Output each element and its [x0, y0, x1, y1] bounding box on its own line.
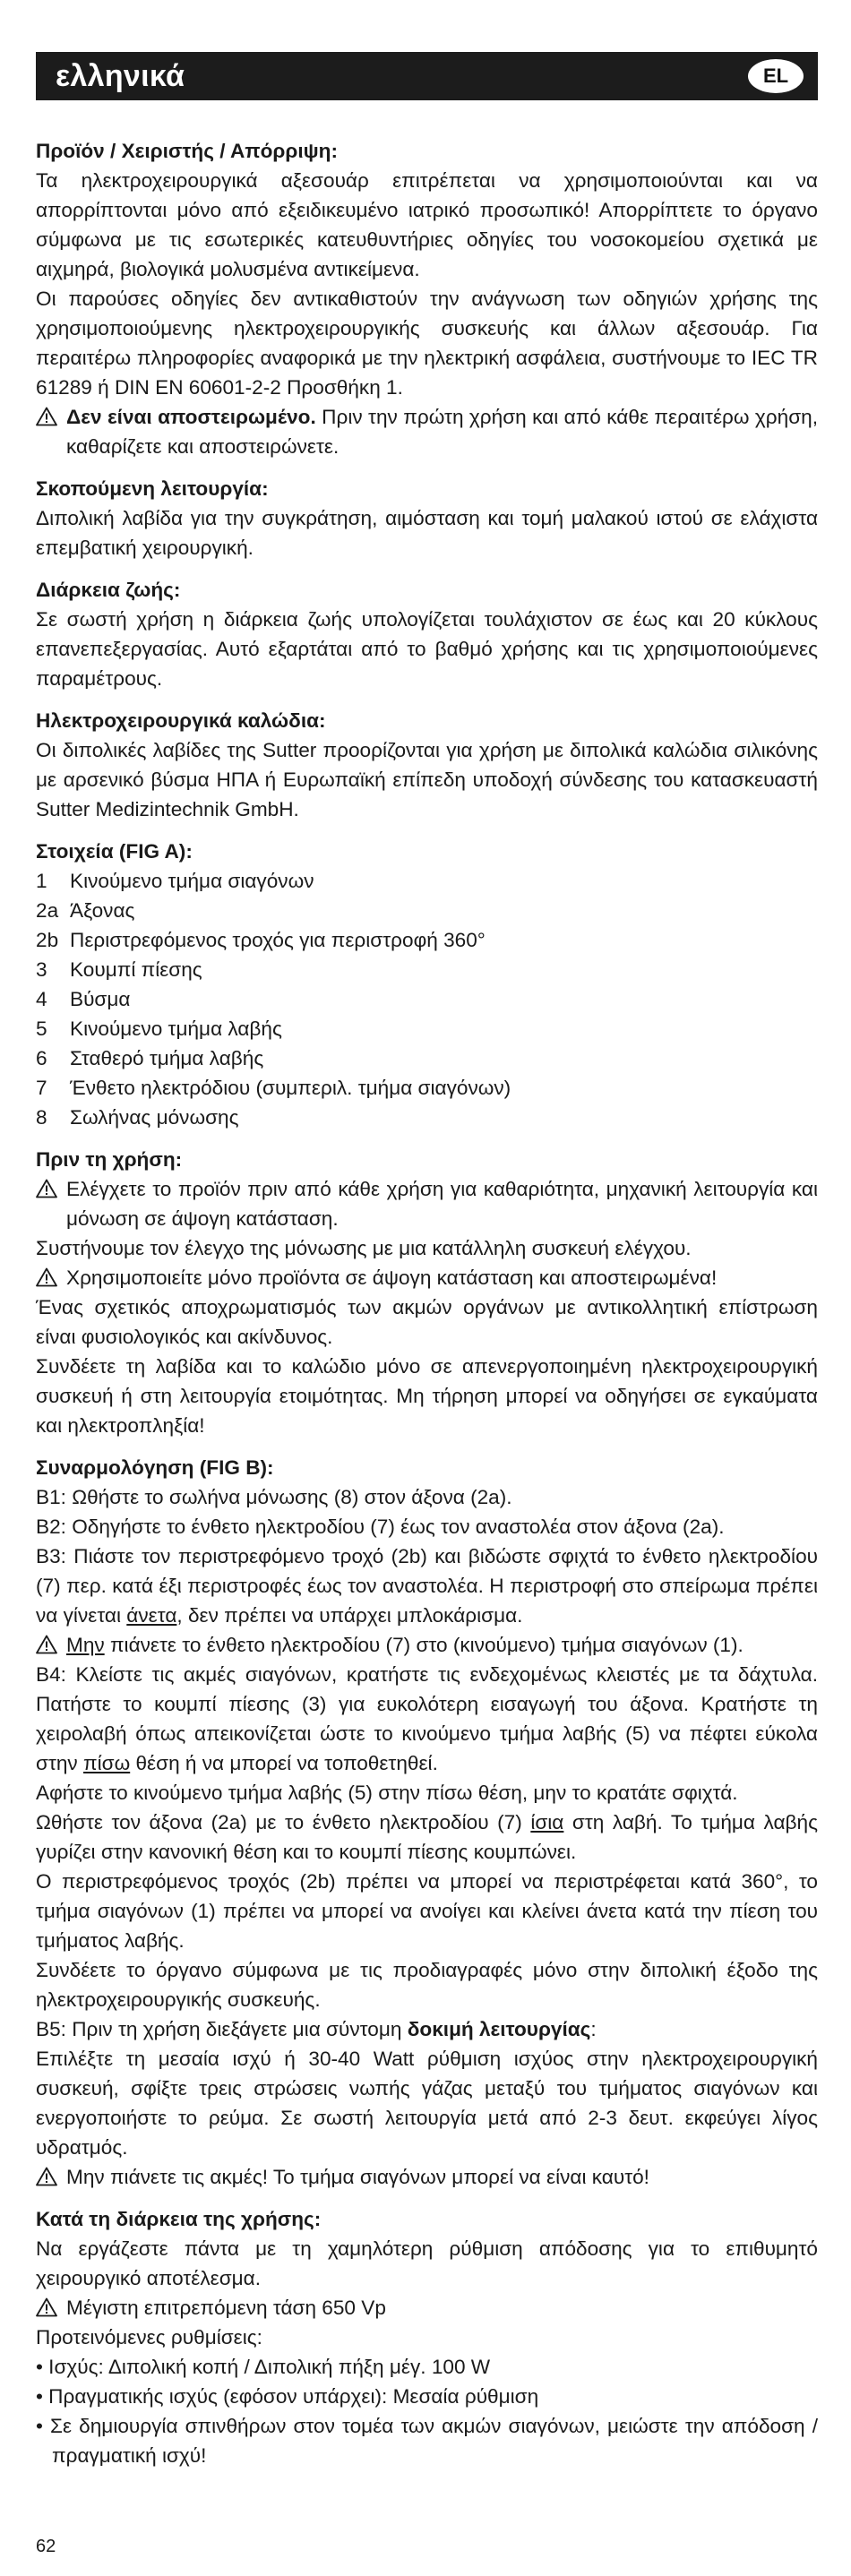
item-label: Άξονας	[70, 899, 135, 922]
language-title: ελληνικά	[56, 58, 185, 93]
section-heading: Προϊόν / Χειριστής / Απόρριψη:	[36, 140, 338, 162]
warning-triangle-icon	[36, 2293, 66, 2323]
section-cables	[36, 706, 818, 824]
paragraph: Προτεινόμενες ρυθμίσεις:	[36, 2326, 262, 2348]
step-text: θέση ή να μπορεί να τοποθετηθεί.	[130, 1752, 438, 1774]
paragraph: Συστήνουμε τον έλεγχο της μόνωσης με μια κατάλληλη συσκευή ελέγχου.	[36, 1237, 692, 1259]
section-assembly	[36, 1453, 818, 2192]
paragraph: Αφήστε το κινούμενο τμήμα λαβής (5) στην πίσω θέση, μην το κρατάτε σφιχτά.	[36, 1782, 738, 1804]
paragraph: Οι παρούσες οδηγίες δεν αντικαθιστούν την ανάγνωση των οδηγιών χρήσης της χρησιμοποιούμενης ηλεκτροχειρουργικής συσκευής και άλλων αξεσουάρ. Για περαιτέρω πληροφορίες αναφορικά με την ηλεκτρική ασφάλεια, συστήνουμε το IEC TR 61289 ή DIN EN 60601-2-2 Προσθήκη 1.	[36, 288, 818, 399]
item-label: Ένθετο ηλεκτρόδιου (συμπεριλ. τμήμα σιαγόνων)	[70, 1077, 511, 1099]
paragraph: Διπολική λαβίδα για την συγκράτηση, αιμόσταση και τομή μαλακού ιστού σε ελάχιστα επεμβατική χειρουργική.	[36, 507, 818, 559]
page	[36, 52, 818, 2483]
paragraph: Να εργάζεστε πάντα με τη χαμηλότερη ρύθμιση απόδοσης για το επιθυμητό χειρουργικό αποτέλεσμα.	[36, 2237, 818, 2289]
item-number: 2a	[36, 899, 59, 922]
bullet-item: • Ισχύς: Διπολική κοπή / Διπολική πήξη μέγ. 100 W	[36, 2356, 491, 2378]
language-header-bar	[36, 52, 818, 100]
paragraph: Συνδέετε τη λαβίδα και το καλώδιο μόνο σε απενεργοποιημένη ηλεκτροχειρουργική συσκευή ή στη λειτουργία ετοιμότητας. Μη τήρηση μπορεί να οδηγήσει σε εγκαύματα και ηλεκτροπληξία!	[36, 1355, 818, 1437]
item-label: Περιστρεφόμενος τροχός για περιστροφή 360°	[70, 929, 486, 951]
underlined-text: ίσια	[530, 1811, 564, 1833]
step-b3	[36, 1541, 818, 1630]
warning-text: Μην πιάνετε τις ακμές! Το τμήμα σιαγόνων μπορεί να είναι καυτό!	[66, 2166, 649, 2188]
list-item	[36, 896, 818, 925]
section-heading: Διάρκεια ζωής:	[36, 579, 181, 601]
section-during-use	[36, 2204, 818, 2470]
step-text: :	[590, 2018, 597, 2040]
item-number: 5	[36, 1018, 47, 1040]
list-item	[36, 1073, 818, 1103]
warning-triangle-icon	[36, 1263, 66, 1292]
warning-triangle-icon	[36, 1630, 66, 1660]
item-number: 4	[36, 988, 47, 1010]
item-label: Κουμπί πίεσης	[70, 958, 202, 981]
warning-triangle-icon	[36, 2162, 66, 2192]
section-heading: Κατά τη διάρκεια της χρήσης:	[36, 2208, 322, 2230]
warning-note	[36, 1174, 818, 1233]
page-number: 62	[36, 2537, 56, 2556]
warning-text: Πριν την πρώτη χρήση και από κάθε περαιτέρω χρήση, καθαρίζετε και αποστειρώνετε.	[66, 406, 818, 458]
list-item	[36, 925, 818, 955]
step-text: , δεν πρέπει να υπάρχει μπλοκάρισμα.	[176, 1604, 523, 1627]
paragraph: Οι διπολικές λαβίδες της Sutter προορίζονται για χρήση με διπολικά καλώδια σιλικόνης με αρσενικό βύσμα ΗΠΑ ή Ευρωπαϊκή επίπεδη υποδοχή σύνδεσης του κατασκευαστή Sutter Medizintechnik GmbH.	[36, 739, 818, 820]
bold-text: δοκιμή λειτουργίας	[407, 2018, 591, 2040]
item-number: 1	[36, 870, 47, 892]
bullet-item: • Σε δημιουργία σπινθήρων στον τομέα των ακμών σιαγόνων, μειώστε την απόδοση / πραγματική ισχύ!	[36, 2415, 818, 2467]
warning-text: Χρησιμοποιείτε μόνο προϊόντα σε άψογη κατάσταση και αποστειρωμένα!	[66, 1267, 718, 1289]
list-item	[36, 1043, 818, 1073]
section-purpose	[36, 474, 818, 562]
warning-note	[36, 1263, 818, 1292]
step-text: στη λαβή. Το τμήμα λαβής γυρίζει στην κανονική θέση και το κουμπί πίεσης κουμπώνει.	[36, 1811, 818, 1863]
section-heading: Στοιχεία (FIG A):	[36, 840, 193, 863]
underlined-text: άνετα	[126, 1604, 177, 1627]
item-number: 7	[36, 1077, 47, 1099]
warning-text: Μέγιστη επιτρεπόμενη τάση 650 Vp	[66, 2297, 386, 2319]
item-number: 3	[36, 958, 47, 981]
paragraph: Ο περιστρεφόμενος τροχός (2b) πρέπει να μπορεί να περιστρέφεται κατά 360°, το τμήμα σιαγόνων (1) πρέπει να μπορεί να ανοίγει και κλείνει άνετα κατά την πίεση του τμήματος λαβής.	[36, 1870, 818, 1952]
item-label: Σωλήνας μόνωσης	[70, 1106, 239, 1129]
section-elements	[36, 837, 818, 1132]
list-item	[36, 866, 818, 896]
paragraph: Συνδέετε το όργανο σύμφωνα με τις προδιαγραφές μόνο στην διπολική έξοδο της ηλεκτροχειρουργικής συσκευής.	[36, 1959, 818, 2011]
list-item	[36, 984, 818, 1014]
item-label: Κινούμενο τμήμα λαβής	[70, 1018, 282, 1040]
step-text: B5: Πριν τη χρήση διεξάγετε μια σύντομη	[36, 2018, 408, 2040]
warning-note	[36, 2162, 818, 2192]
language-badge: EL	[748, 59, 804, 93]
warning-note	[36, 1630, 818, 1660]
warning-text: πιάνετε το ένθετο ηλεκτροδίου (7) στο (κινούμενο) τμήμα σιαγόνων (1).	[104, 1634, 744, 1656]
warning-note	[36, 2293, 818, 2323]
warning-triangle-icon	[36, 402, 66, 432]
warning-triangle-icon	[36, 1174, 66, 1204]
warning-text: Ελέγχετε το προϊόν πριν από κάθε χρήση για καθαριότητα, μηχανική λειτουργία και μόνωση σε άψογη κατάσταση.	[66, 1178, 818, 1230]
warning-note	[36, 402, 818, 461]
section-heading: Πριν τη χρήση:	[36, 1148, 183, 1171]
section-heading: Ηλεκτροχειρουργικά καλώδια:	[36, 709, 326, 732]
section-heading: Σκοπούμενη λειτουργία:	[36, 477, 269, 500]
warning-bold-text: Δεν είναι αποστειρωμένο.	[66, 406, 316, 428]
section-product	[36, 136, 818, 461]
list-item	[36, 1103, 818, 1132]
section-lifetime	[36, 575, 818, 693]
item-label: Βύσμα	[70, 988, 131, 1010]
underlined-text: πίσω	[83, 1752, 131, 1774]
item-number: 6	[36, 1047, 47, 1069]
paragraph: Ένας σχετικός αποχρωματισμός των ακμών οργάνων με αντικολλητική επίστρωση είναι φυσιολογικός και ακίνδυνος.	[36, 1296, 818, 1348]
step-text: Ωθήστε τον άξονα (2a) με το ένθετο ηλεκτροδίου (7)	[36, 1811, 531, 1833]
step-b4	[36, 1660, 818, 1778]
paragraph: Σε σωστή χρήση η διάρκεια ζωής υπολογίζεται τουλάχιστον σε έως και 20 κύκλους επανεπεξεργασίας. Αυτό εξαρτάται από το βαθμό χρήσης και τις χρησιμοποιούμενες παραμέτρους.	[36, 608, 818, 690]
paragraph: Επιλέξτε τη μεσαία ισχύ ή 30-40 Watt ρύθμιση ισχύος στην ηλεκτροχειρουργική συσκευή, σφίξτε τρεις στρώσεις νωπής γάζας μεταξύ του τμήματος σιαγόνων και ενεργοποιήστε το ρεύμα. Σε σωστή λειτουργία μετά από 2-3 δευτ. εκφεύγει λίγος υδρατμός.	[36, 2048, 818, 2159]
paragraph	[36, 1807, 818, 1867]
step-text: B4: Κλείστε τις ακμές σιαγόνων, κρατήστε τις ενδεχομένως κλειστές με τα δάχτυλα. Πατήστε το κουμπί πίεσης (3) για ευκολότερη εισαγωγή του άξονα. Κρατήστε τη χειρολαβή όπως απεικονίζεται ώστε το κινούμενο τμήμα λαβής (5) να πέφτει εύκολα στην	[36, 1663, 818, 1774]
step-text: B3: Πιάστε τον περιστρεφόμενο τροχό (2b) και βιδώστε σφιχτά το ένθετο ηλεκτροδίου (7) περ. κατά έξι περιστροφές έως τον αναστολέα. Η περιστροφή στο σπείρωμα πρέπει να γίνεται	[36, 1545, 818, 1627]
section-before-use	[36, 1145, 818, 1440]
paragraph: Τα ηλεκτροχειρουργικά αξεσουάρ επιτρέπεται να χρησιμοποιούνται και να απορρίπτονται μόνο από εξειδικευμένο ιατρικό προσωπικό! Απορρίπτετε το όργανο σύμφωνα με τις εσωτερικές κατευθυντήριες οδηγίες του νοσοκομείου σχετικά με αιχμηρά, βιολογικά μολυσμένα αντικείμενα.	[36, 169, 818, 280]
step-b2: B2: Οδηγήστε το ένθετο ηλεκτροδίου (7) έως τον αναστολέα στον άξονα (2a).	[36, 1516, 725, 1538]
step-b5	[36, 2014, 818, 2044]
section-heading: Συναρμολόγηση (FIG B):	[36, 1456, 274, 1479]
item-number: 8	[36, 1106, 47, 1129]
item-label: Σταθερό τμήμα λαβής	[70, 1047, 264, 1069]
underlined-text: Μην	[66, 1634, 105, 1656]
list-item	[36, 1014, 818, 1043]
list-item	[36, 955, 818, 984]
bullet-item: • Πραγματικής ισχύς (εφόσον υπάρχει): Μεσαία ρύθμιση	[36, 2385, 539, 2408]
item-label: Κινούμενο τμήμα σιαγόνων	[70, 870, 314, 892]
item-number: 2b	[36, 929, 59, 951]
document-body	[36, 136, 818, 2470]
step-b1: B1: Ωθήστε το σωλήνα μόνωσης (8) στον άξονα (2a).	[36, 1486, 512, 1508]
